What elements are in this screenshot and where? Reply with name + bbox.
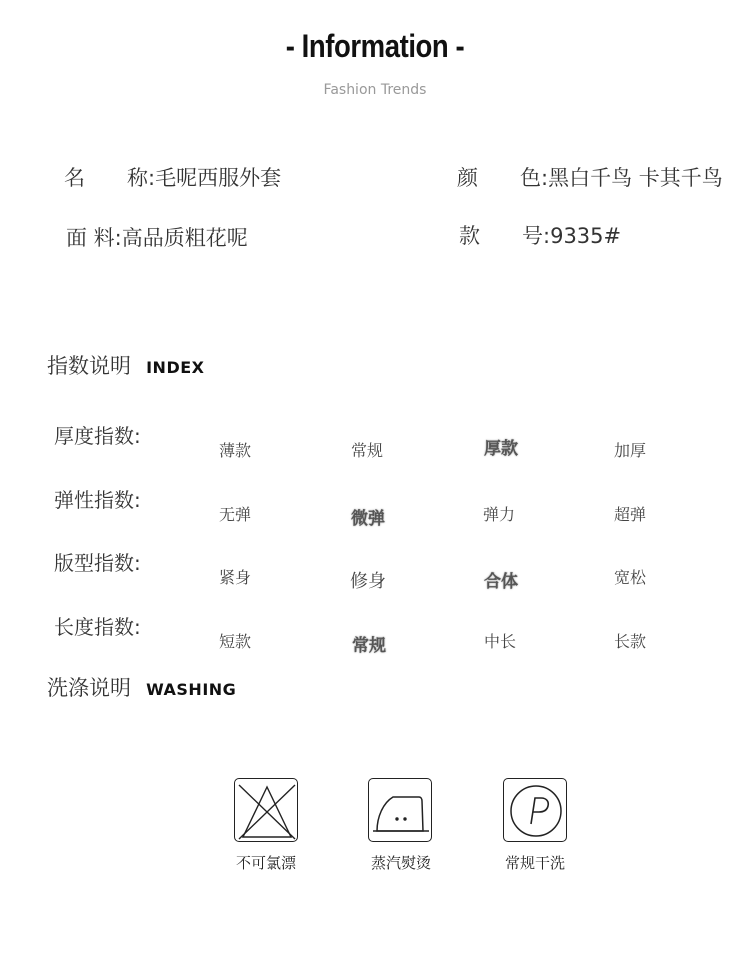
- product-style-number-label: 款 号:: [459, 224, 551, 248]
- product-style-number: [459, 220, 621, 250]
- option-regular-length-selected: 常规: [352, 636, 386, 656]
- product-fabric: [66, 222, 248, 252]
- product-color: [457, 162, 723, 192]
- product-name: [64, 162, 281, 192]
- option-slight-stretch-selected: 微弹: [351, 509, 385, 529]
- steam-iron-label: 蒸汽熨烫: [370, 854, 431, 872]
- page-subtitle: Fashion Trends: [323, 82, 427, 98]
- option-thick-selected: 厚款: [484, 439, 518, 459]
- product-fabric-label: 面 料:: [66, 226, 122, 250]
- option-regular: 常规: [351, 441, 384, 460]
- index-row-label-fit: 版型指数:: [54, 551, 141, 575]
- washing-heading-cn: 洗涤说明: [47, 676, 131, 700]
- option-super-stretch: 超弹: [614, 505, 647, 524]
- no-bleach-icon: [234, 778, 298, 842]
- option-loose: 宽松: [614, 568, 647, 587]
- dry-clean-p-icon: [503, 778, 567, 842]
- washing-section-heading: [47, 672, 236, 702]
- no-bleach-label: 不可氯漂: [235, 854, 296, 872]
- washing-heading-en: WASHING: [146, 680, 237, 699]
- option-no-stretch: 无弹: [219, 505, 252, 524]
- index-row-label-elasticity: 弹性指数:: [54, 488, 141, 512]
- option-stretch: 弹力: [483, 505, 516, 524]
- option-mid-length: 中长: [484, 632, 517, 651]
- index-row-label-length: 长度指数:: [54, 615, 141, 639]
- index-row-label-thickness: 厚度指数:: [54, 424, 141, 448]
- option-short: 短款: [219, 632, 252, 651]
- product-name-value: 毛呢西服外套: [155, 166, 282, 190]
- product-style-number-value: 9335#: [550, 224, 622, 248]
- product-color-label: 颜 色:: [457, 166, 549, 190]
- option-regular-fit-selected: 合体: [484, 572, 518, 592]
- page-title: - Information -: [285, 28, 465, 64]
- index-section-heading: [47, 350, 204, 380]
- product-fabric-value: 高品质粗花呢: [121, 226, 248, 250]
- option-long: 长款: [614, 632, 647, 651]
- index-heading-en: INDEX: [146, 358, 205, 377]
- option-tight: 紧身: [219, 568, 252, 587]
- product-color-value: 黑白千鸟 卡其千鸟: [548, 166, 723, 190]
- option-thin: 薄款: [219, 441, 252, 460]
- product-name-label: 名 称:: [64, 166, 156, 190]
- option-slim: 修身: [350, 571, 386, 592]
- dry-clean-label: 常规干洗: [504, 854, 565, 872]
- steam-iron-icon: [368, 778, 432, 842]
- index-heading-cn: 指数说明: [47, 354, 131, 378]
- option-extra-thick: 加厚: [614, 441, 647, 460]
